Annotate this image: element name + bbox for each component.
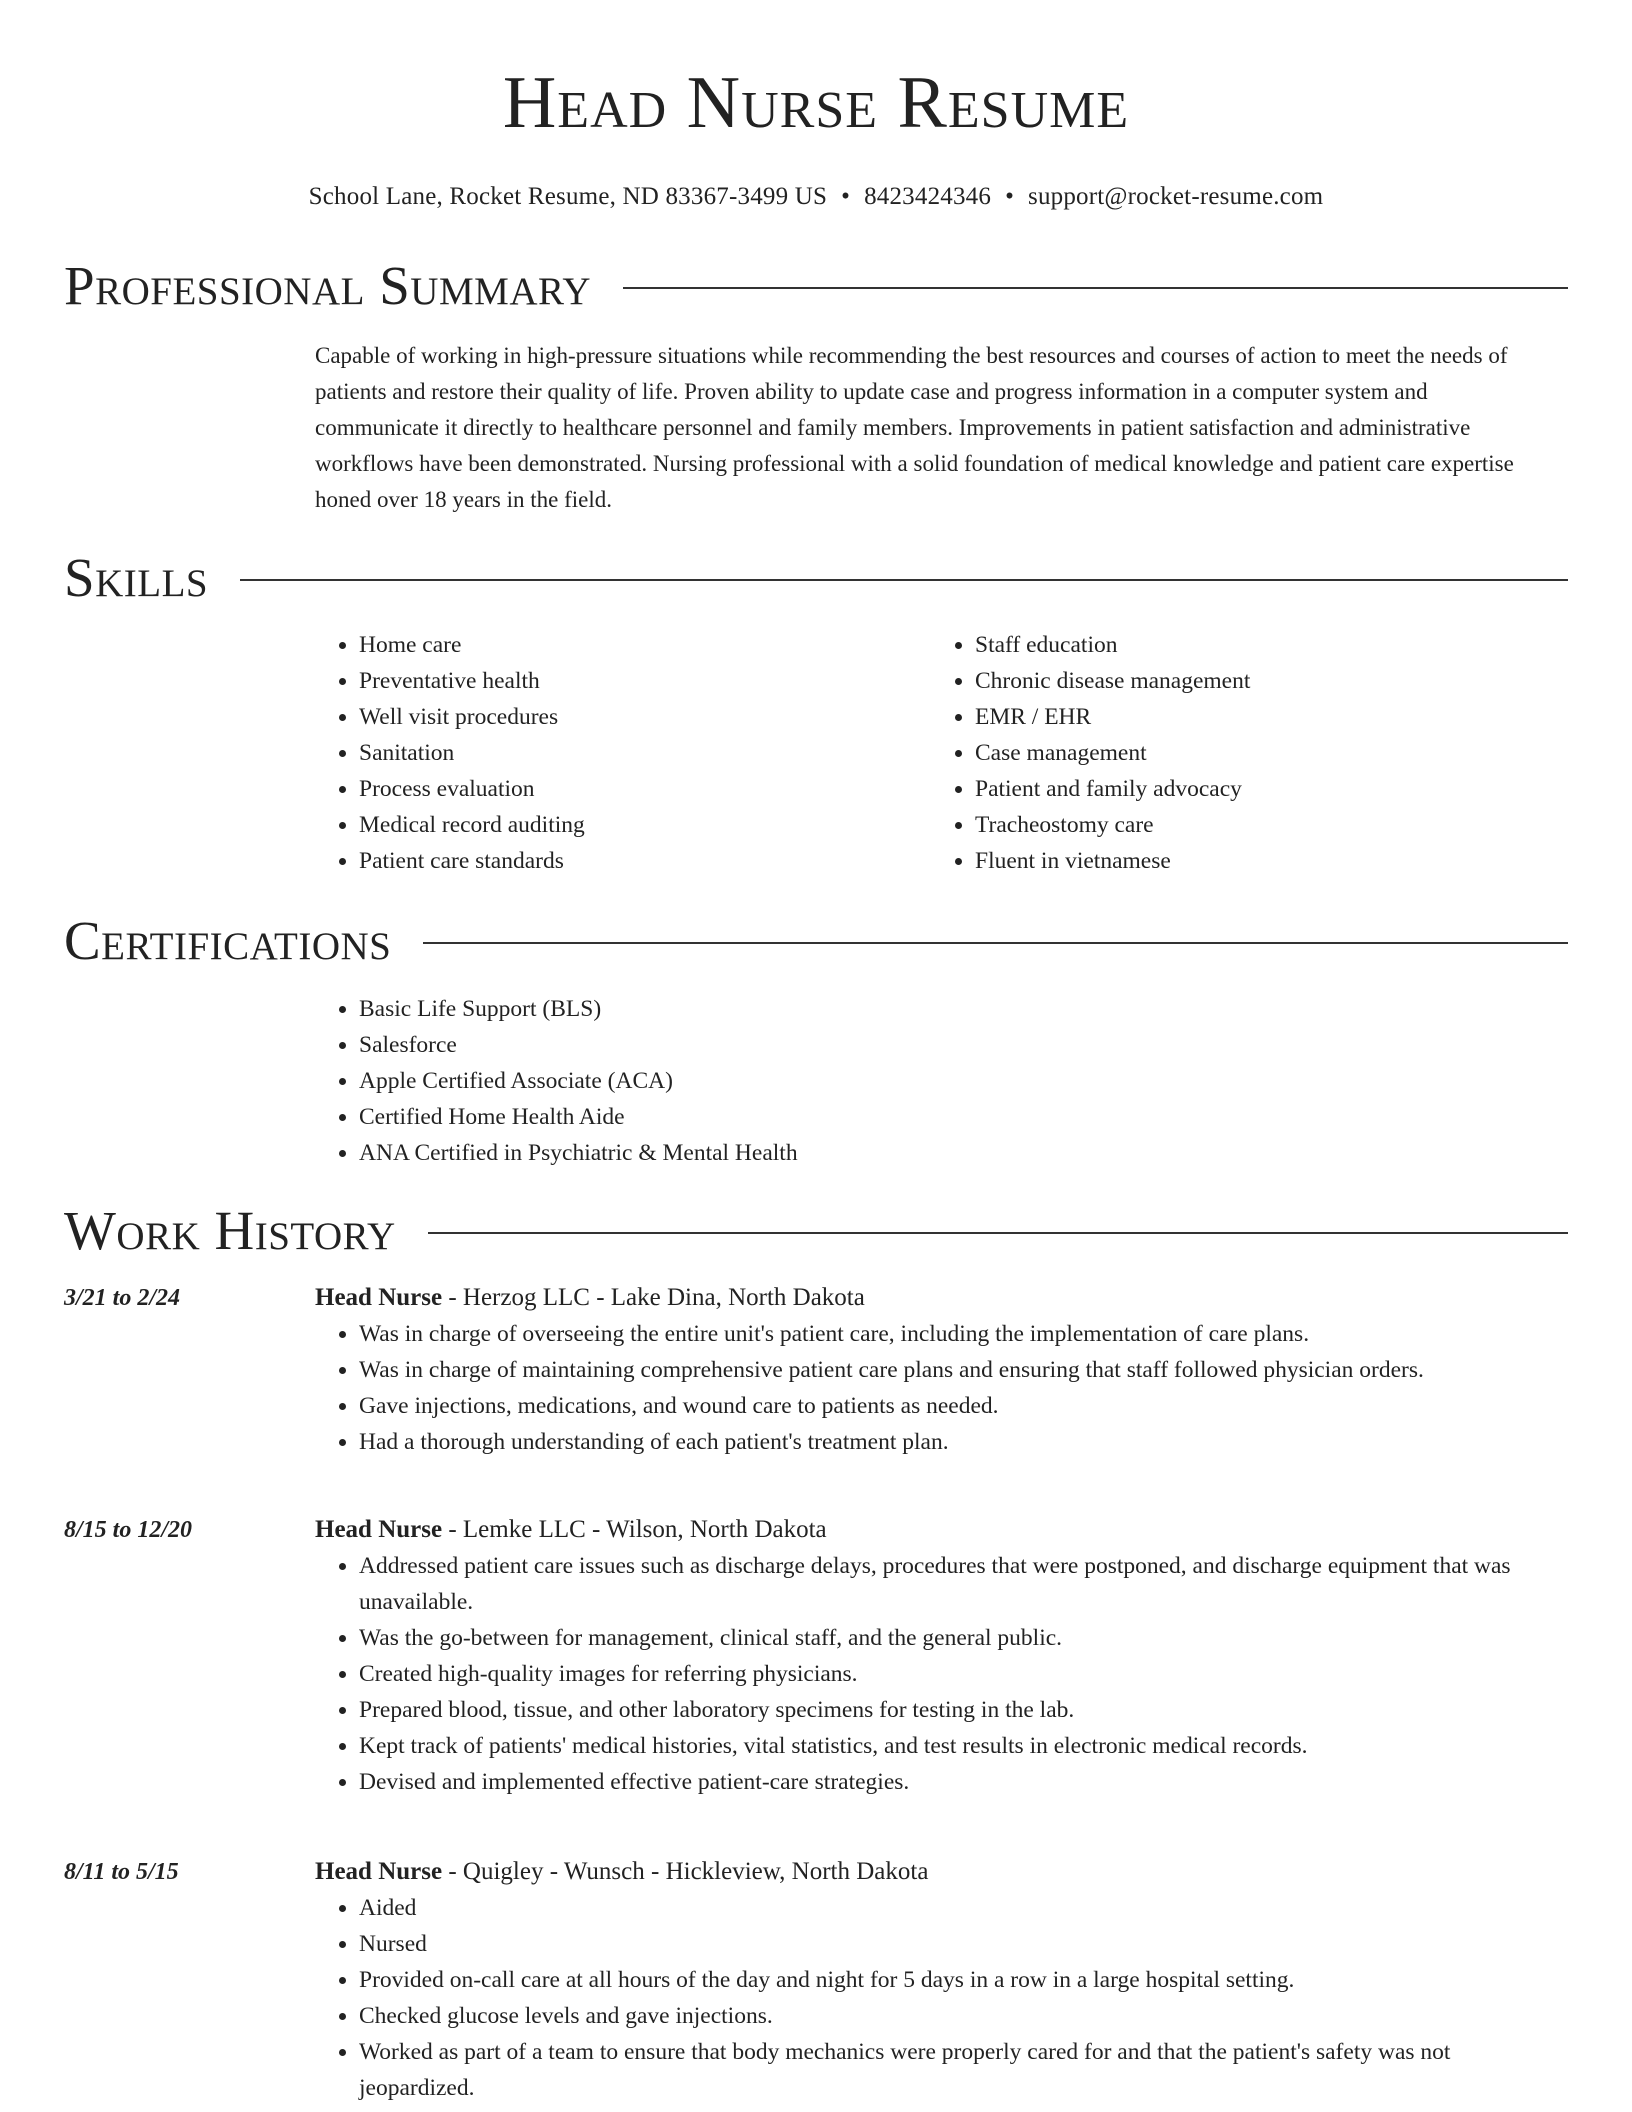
certifications-list [315,991,1560,1171]
job-title: Head Nurse [315,1284,443,1311]
skill-item: • Patient and family advocacy [975,771,1491,807]
job-bullet: • Provided on-call care at all hours of the day and night for 5 days in a row in a large hospital setting. [359,1962,1560,1998]
job-entry [315,1280,1560,1460]
skill-item: • Medical record auditing [359,807,875,843]
skills-section-header [64,548,1568,608]
job-bullet: • Was in charge of maintaining comprehensive patient care plans and ensuring that staff followed physician orders. [359,1352,1560,1388]
skills-column-left [315,627,875,879]
job-bullet: • Was the go-between for management, clinical staff, and the general public. [359,1620,1560,1656]
job-entry [315,1512,1560,1800]
skill-item: • Chronic disease management [975,663,1491,699]
job-bullet: • Created high-quality images for referring physicians. [359,1656,1560,1692]
job-bullet: • Worked as part of a team to ensure that body mechanics were properly cared for and that the patient's safety was not jeopardized. [359,2034,1560,2106]
email: support@rocket-resume.com [1028,183,1324,210]
skill-item: • Patient care standards [359,843,875,879]
phone: 8423424346 [864,183,992,210]
job-title: Head Nurse [315,1858,443,1885]
job-heading [315,1280,1560,1316]
certification-item: • ANA Certified in Psychiatric & Mental Health [359,1135,1560,1171]
skills-column-right [931,627,1491,879]
certification-item: • Apple Certified Associate (ACA) [359,1063,1560,1099]
job-bullet: • Addressed patient care issues such as discharge delays, procedures that were postponed, and discharge equipment that was unavailable. [359,1548,1560,1620]
skill-item: • Sanitation [359,735,875,771]
section-divider [240,579,1568,581]
job-employer-location: - Herzog LLC - Lake Dina, North Dakota [442,1284,865,1311]
job-title: Head Nurse [315,1516,443,1543]
job-bullet: • Had a thorough understanding of each patient's treatment plan. [359,1424,1560,1460]
job-employer-location: - Quigley - Wunsch - Hickleview, North Dakota [442,1858,929,1885]
separator: • [841,183,851,210]
work-section-header [64,1201,1568,1261]
job-bullet: • Prepared blood, tissue, and other laboratory specimens for testing in the lab. [359,1692,1560,1728]
job-bullet: • Gave injections, medications, and wound care to patients as needed. [359,1388,1560,1424]
contact-line [0,182,1632,212]
certification-item: • Salesforce [359,1027,1560,1063]
skill-item: • Case management [975,735,1491,771]
job-bullet: • Kept track of patients' medical histories, vital statistics, and test results in electronic medical records. [359,1728,1560,1764]
skill-item: • Home care [359,627,875,663]
summary-text: Capable of working in high-pressure situations while recommending the best resources and courses of action to meet the needs of patients and restore their quality of life. Proven ability to update case and progress information in a computer system and communicate it directly to healthcare personnel and family members. Improvements in patient satisfaction and administrative workflows have been demonstrated. Nursing professional with a solid foundation of medical knowledge and patient care expertise honed over 18 years in the field. [315,343,1514,512]
job-heading [315,1512,1560,1548]
skill-item: • Fluent in vietnamese [975,843,1491,879]
section-title-skills: Skills [64,547,209,608]
section-title-certifications: Certifications [64,910,392,971]
skill-item: • Staff education [975,627,1491,663]
skill-item: • Process evaluation [359,771,875,807]
job-bullet: • Devised and implemented effective patient-care strategies. [359,1764,1560,1800]
job-heading [315,1854,1560,1890]
job-employer-location: - Lemke LLC - Wilson, North Dakota [442,1516,827,1543]
job-bullet: • Was in charge of overseeing the entire unit's patient care, including the implementation of care plans. [359,1316,1560,1352]
address: School Lane, Rocket Resume, ND 83367-3499 US [308,183,828,210]
job-dates: 3/21 to 2/24 [64,1285,181,1311]
job-bullet: • Nursed [359,1926,1560,1962]
page-title: Head Nurse Resume [502,62,1130,144]
job-entry [315,1854,1560,2106]
section-divider [423,942,1568,944]
section-title-summary: Professional Summary [64,255,592,316]
skill-item: • EMR / EHR [975,699,1491,735]
skill-item: • Preventative health [359,663,875,699]
section-title-work: Work History [64,1200,396,1261]
job-bullet: • Checked glucose levels and gave injections. [359,1998,1560,2034]
skill-item: • Tracheostomy care [975,807,1491,843]
section-divider [428,1232,1568,1234]
certifications-section-header [64,911,1568,971]
skill-item: • Well visit procedures [359,699,875,735]
job-bullet: • Aided [359,1890,1560,1926]
job-dates: 8/15 to 12/20 [64,1517,193,1543]
section-divider [623,287,1568,289]
summary-section-header [64,256,1568,316]
certification-item: • Certified Home Health Aide [359,1099,1560,1135]
job-dates: 8/11 to 5/15 [64,1859,179,1885]
certification-item: • Basic Life Support (BLS) [359,991,1560,1027]
separator: • [1005,183,1015,210]
